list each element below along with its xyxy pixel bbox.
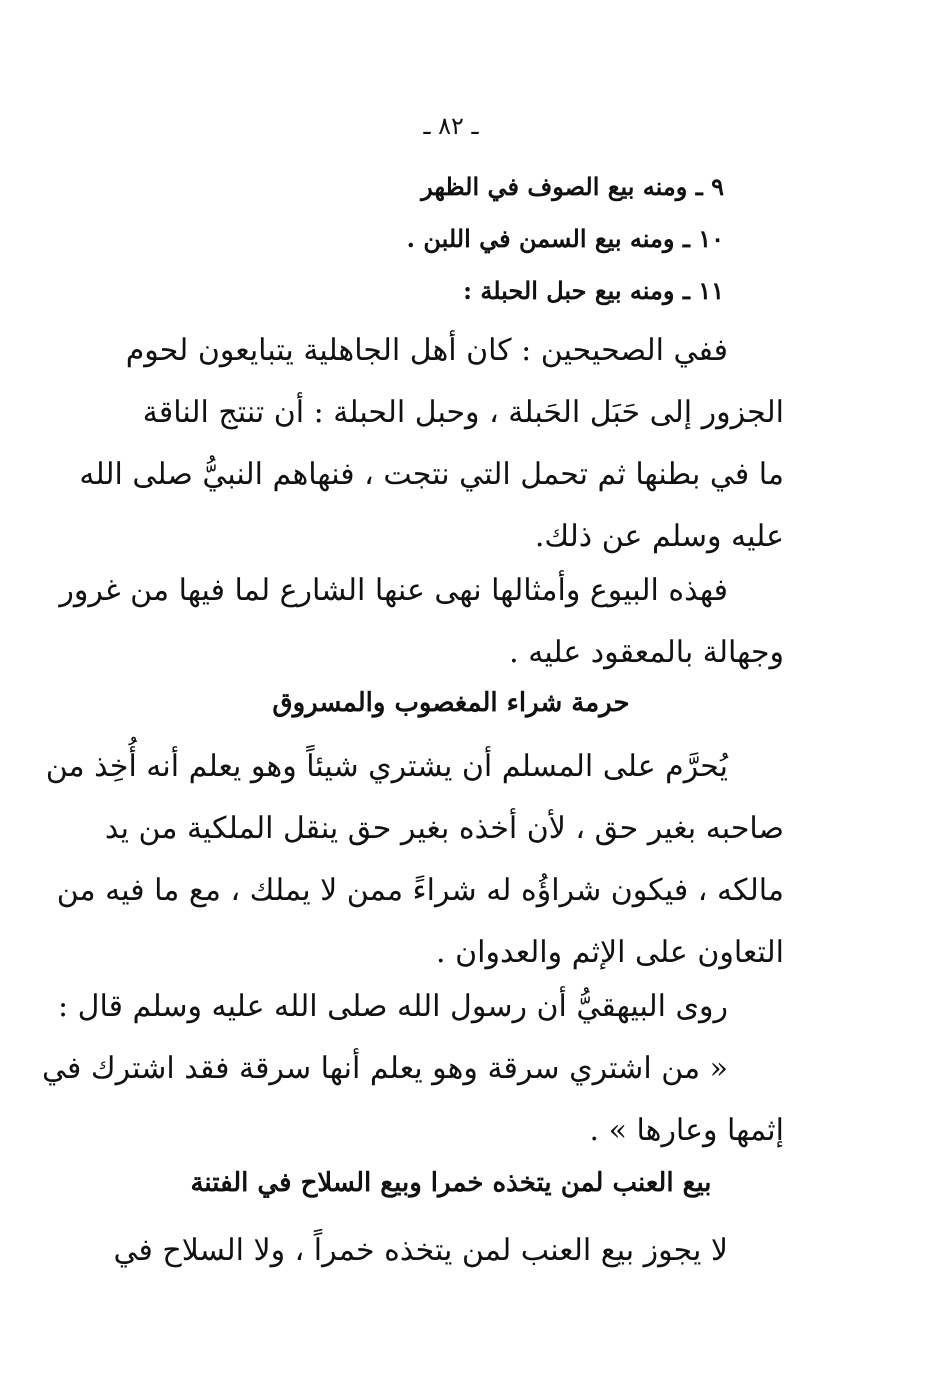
paragraph-stolen-goods — [45, 736, 784, 984]
paragraph-line: روى البيهقيُّ أن رسول الله صلى الله عليه وسلم قال : — [58, 989, 728, 1024]
paragraph-hadith — [41, 976, 784, 1162]
paragraph-grapes-weapons — [113, 1220, 784, 1282]
section-heading-grapes-weapons: بيع العنب لمن يتخذه خمرا وبيع السلاح في الفتنة — [190, 1168, 712, 1198]
paragraph-sahihain — [79, 320, 784, 568]
paragraph-line: التعاون على الإثم والعدوان . — [436, 935, 784, 970]
paragraph-line: يُحرَّم على المسلم أن يشتري شيئاً وهو يعلم أنه أُخِذ من — [45, 749, 728, 784]
paragraph-conclusion — [59, 560, 784, 684]
paragraph-line: الجزور إلى حَبَل الحَبلة ، وحبل الحبلة : أن تنتج الناقة — [142, 395, 784, 430]
section-heading-stolen-goods: حرمة شراء المغصوب والمسروق — [272, 688, 630, 718]
list-item-9: ٩ ـ ومنه بيع الصوف في الظهر — [421, 172, 724, 201]
page-number: ـ ٨٢ ـ — [423, 112, 479, 140]
book-page — [41, 0, 784, 1398]
paragraph-line: « من اشتري سرقة وهو يعلم أنها سرقة فقد اشترك في — [41, 1051, 728, 1086]
paragraph-line: وجهالة بالمعقود عليه . — [509, 635, 784, 670]
paragraph-line: فهذه البيوع وأمثالها نهى عنها الشارع لما فيها من غرور — [59, 573, 728, 608]
paragraph-line: عليه وسلم عن ذلك. — [534, 519, 784, 554]
list-item-10: ١٠ ـ ومنه بيع السمن في اللبن . — [406, 224, 724, 253]
paragraph-line: مالكه ، فيكون شراؤُه له شراءً ممن لا يملك ، مع ما فيه من — [56, 873, 784, 908]
paragraph-line: ما في بطنها ثم تحمل التي نتجت ، فنهاهم النبيُّ صلى الله — [79, 457, 784, 492]
paragraph-line: ففي الصحيحين : كان أهل الجاهلية يتبايعون لحوم — [125, 333, 728, 368]
paragraph-line: صاحبه بغير حق ، لأن أخذه بغير حق ينقل الملكية من يد — [104, 811, 784, 846]
list-item-11: ١١ ـ ومنه بيع حبل الحبلة : — [463, 276, 724, 305]
paragraph-line: إثمها وعارها » . — [589, 1113, 784, 1148]
paragraph-line: لا يجوز بيع العنب لمن يتخذه خمراً ، ولا السلاح في — [113, 1233, 728, 1268]
